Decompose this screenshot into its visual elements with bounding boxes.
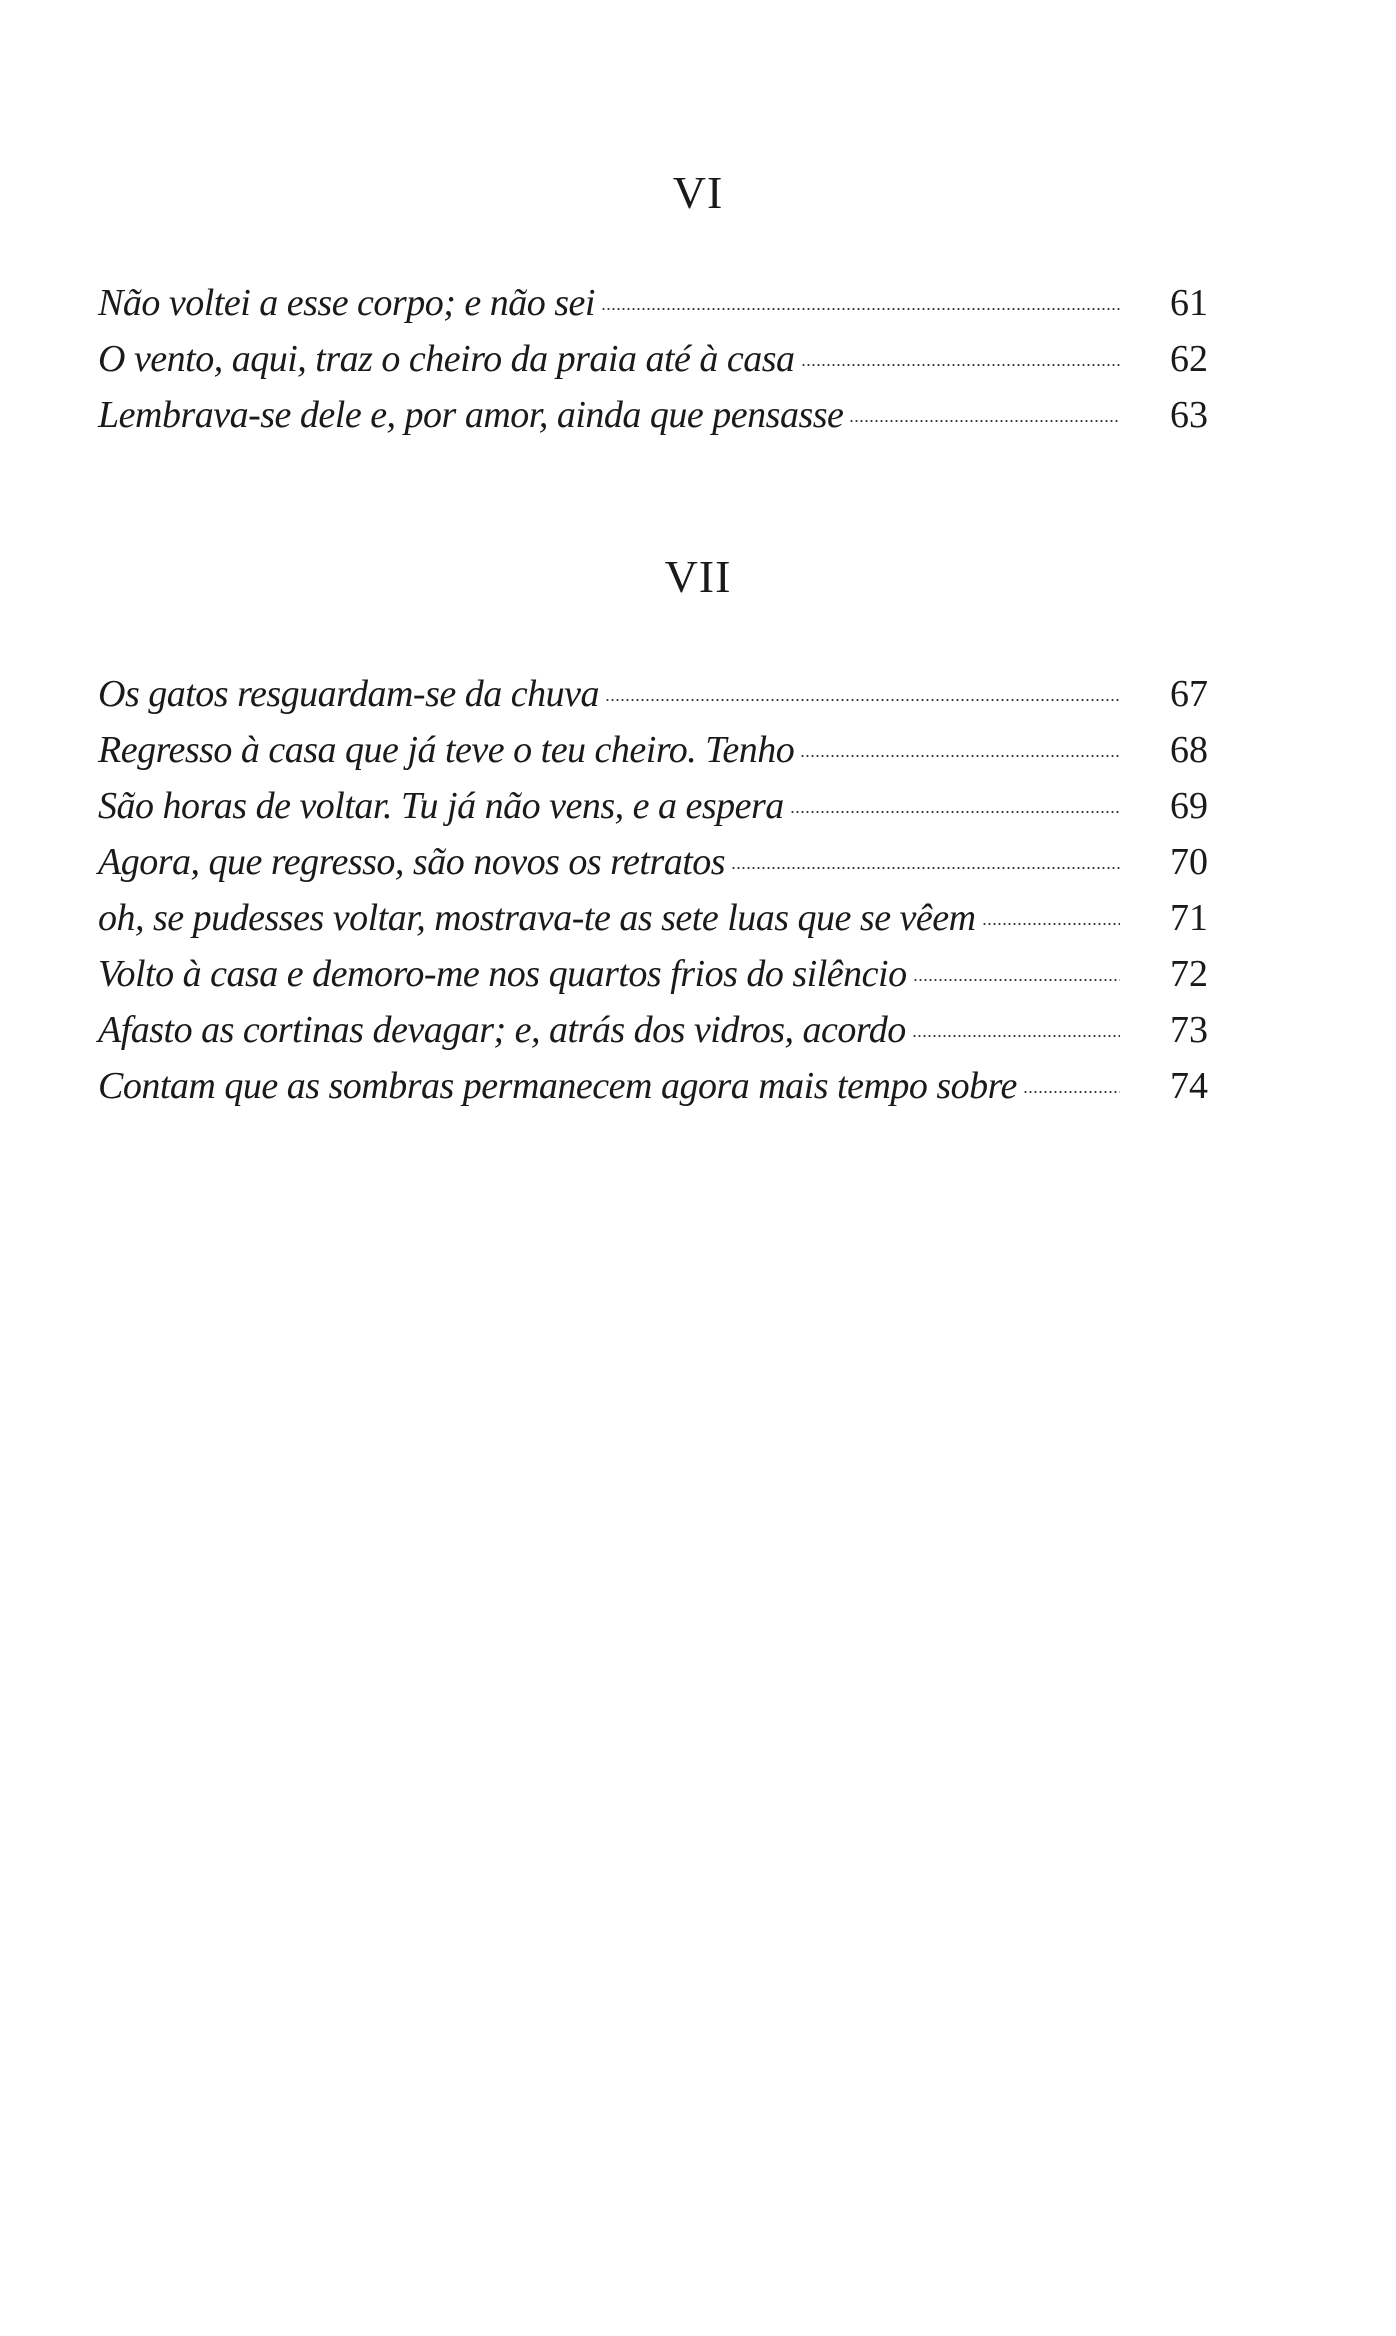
toc-entry-page: 73 <box>1170 1009 1208 1051</box>
dot-leader <box>913 978 1120 982</box>
toc-entry-title: O vento, aqui, traz o cheiro da praia até à casa <box>98 338 795 380</box>
section-heading-vii: VII <box>664 551 732 602</box>
toc-entry-title: Regresso à casa que já teve o teu cheiro. Tenho <box>98 729 795 771</box>
toc-entry-page: 68 <box>1170 729 1208 771</box>
dot-leader <box>1023 1090 1120 1094</box>
toc-entry <box>98 722 1208 778</box>
toc-list-vii <box>98 666 1208 1114</box>
toc-entry-title: Afasto as cortinas devagar; e, atrás dos vidros, acordo <box>98 1009 906 1051</box>
toc-entry-page: 72 <box>1170 953 1208 995</box>
toc-entry-page: 69 <box>1170 785 1208 827</box>
toc-entry-title: Lembrava-se dele e, por amor, ainda que pensasse <box>98 394 844 436</box>
dot-leader <box>731 866 1120 870</box>
toc-entry-title: Os gatos resguardam-se da chuva <box>98 673 599 715</box>
toc-entry <box>98 1002 1208 1058</box>
toc-entry <box>98 946 1208 1002</box>
toc-list-vi <box>98 275 1208 443</box>
toc-entry <box>98 387 1208 443</box>
toc-entry-page: 71 <box>1170 897 1208 939</box>
toc-entry-title: oh, se pudesses voltar, mostrava-te as sete luas que se vêem <box>98 897 976 939</box>
toc-entry-page: 61 <box>1170 282 1208 324</box>
section-heading-vi: VI <box>672 167 724 218</box>
toc-entry-page: 63 <box>1170 394 1208 436</box>
toc-entry-title: Não voltei a esse corpo; e não sei <box>98 282 595 324</box>
toc-entry <box>98 890 1208 946</box>
toc-entry-title: Volto à casa e demoro-me nos quartos frios do silêncio <box>98 953 907 995</box>
toc-entry <box>98 834 1208 890</box>
toc-entry <box>98 331 1208 387</box>
toc-entry <box>98 778 1208 834</box>
toc-entry-title: Contam que as sombras permanecem agora mais tempo sobre <box>98 1065 1017 1107</box>
toc-entry-title: São horas de voltar. Tu já não vens, e a espera <box>98 785 784 827</box>
toc-entry-title: Agora, que regresso, são novos os retratos <box>98 841 726 883</box>
dot-leader <box>601 307 1120 311</box>
dot-leader <box>912 1034 1120 1038</box>
toc-entry <box>98 666 1208 722</box>
dot-leader <box>849 419 1120 423</box>
dot-leader <box>800 754 1120 758</box>
toc-entry <box>98 1058 1208 1114</box>
dot-leader <box>982 922 1120 926</box>
toc-entry <box>98 275 1208 331</box>
toc-entry-page: 62 <box>1170 338 1208 380</box>
toc-entry-page: 70 <box>1170 841 1208 883</box>
toc-entry-page: 74 <box>1170 1065 1208 1107</box>
dot-leader <box>790 810 1120 814</box>
dot-leader <box>801 363 1120 367</box>
dot-leader <box>605 698 1120 702</box>
toc-entry-page: 67 <box>1170 673 1208 715</box>
